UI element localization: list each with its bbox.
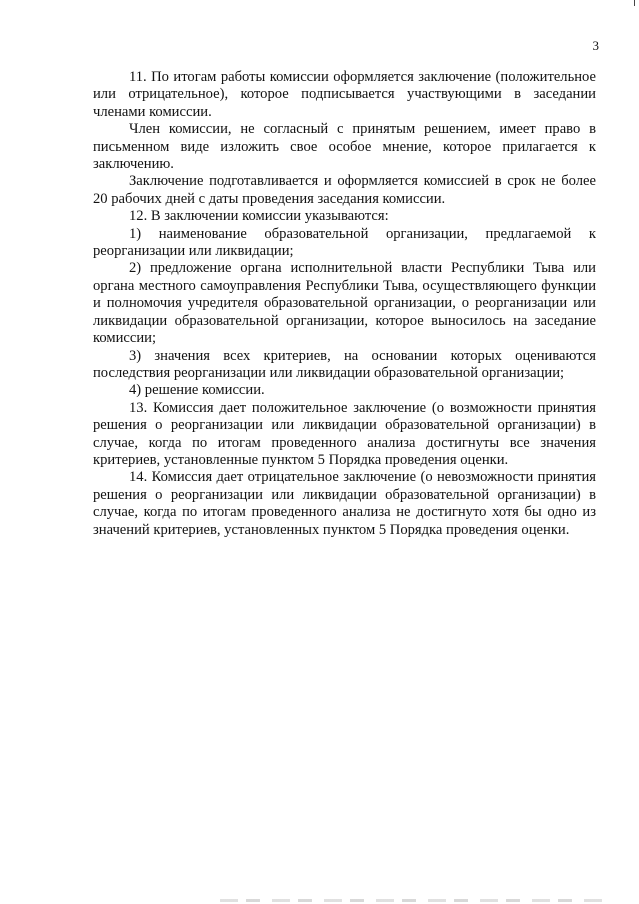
paragraph-11: 11. По итогам работы комиссии оформляется заключение (положительное или отрицательное), которое подписывается участвующими в заседании членами комиссии. — [93, 69, 596, 120]
paragraph-12-item-3: 3) значения всех критериев, на основании которых оцениваются последствия реорганизации или ликвидации образовательной организации; — [93, 347, 596, 381]
scan-corner-mark — [634, 0, 635, 6]
paragraph-dissent: Член комиссии, не согласный с принятым решением, имеет право в письменном виде изложить свое особое мнение, которое прилагается к заключению. — [93, 121, 596, 173]
paragraph-14: 14. Комиссия дает отрицательное заключение (о невозможности принятия решения о реорганизации или ликвидации образовательной организации) в случае, когда по итогам проведенного анализа не достигнуто хотя бы одно из значений критериев, установленных пунктом 5 Порядка проведения оценки. — [93, 469, 596, 538]
paragraph-13: 13. Комиссия дает положительное заключение (о возможности принятия решения о реорганизации или ликвидации образовательной организации) в случае, когда по итогам проведенного анализа достигнуты все значения критериев, установленные пунктом 5 Порядка проведения оценки. — [93, 399, 596, 468]
paragraph-12-item-1: 1) наименование образовательной организации, предлагаемой к реорганизации или ликвидации; — [93, 225, 596, 260]
page-number: 3 — [592, 38, 599, 53]
paragraph-12-item-4: 4) решение комиссии. — [129, 382, 265, 399]
paragraph-12-item-2: 2) предложение органа исполнительной власти Республики Тыва или органа местного самоуправления Республики Тыва, осуществляющего функции и полномочия учредителя образовательной организации, о реорганизации или ликвидации образовательной организации, которое выносилось на заседание комиссии; — [93, 260, 596, 347]
scan-bottom-edge — [220, 899, 610, 902]
paragraph-12: 12. В заключении комиссии указываются: — [129, 208, 389, 225]
paragraph-deadline: Заключение подготавливается и оформляется комиссией в срок не более 20 рабочих дней с даты проведения заседания комиссии. — [93, 173, 596, 207]
document-body — [93, 69, 596, 539]
